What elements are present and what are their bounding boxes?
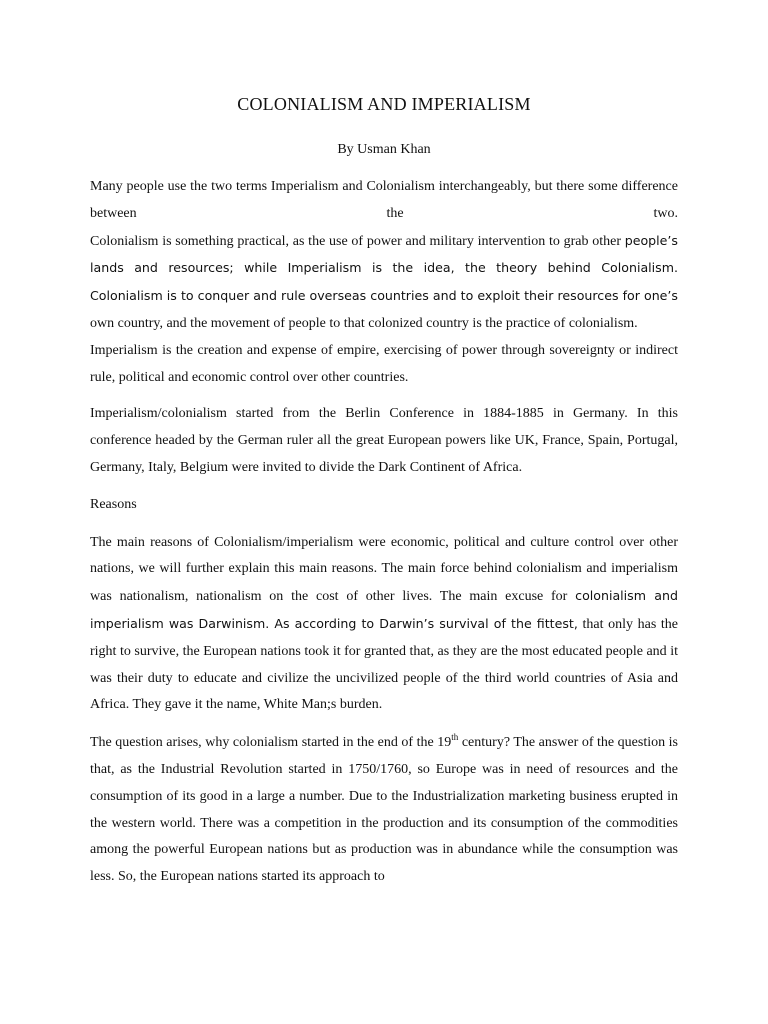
paragraph-text: Colonialism is something practical, as the use of power and military intervention to grab other — [90, 233, 625, 249]
document-body — [90, 174, 678, 891]
paragraph-intro-imperialism: Imperialism is the creation and expense of empire, exercising of power through sovereignty or indirect rule, political and economic control over other countries. — [90, 342, 678, 385]
paragraph-text: own country, and the movement of people to that colonized country is the practice of colonialism. — [90, 315, 638, 331]
paragraph-text-sans: colonialism and imperialism was Darwinism. As according to Darwin’s survival of the fittest, — [90, 588, 678, 631]
superscript-th: th — [451, 732, 459, 743]
paragraph-text: that only has the right to survive, the European nations took it for granted that, as they are the most educated people and it was their duty to educate and civilize the uncivilized people of the third world countries of Asia and Africa. They gave it the name, White Man;s burden. — [90, 616, 678, 713]
paragraph-berlin-conference: Imperialism/colonialism started from the Berlin Conference in 1884-1885 in Germany. In this conference headed by the German ruler all the great European powers like UK, France, Spain, Portugal, Germany, Italy, Belgium were invited to divide the Dark Continent of Africa. — [90, 406, 678, 475]
paragraph-reasons — [90, 530, 678, 720]
paragraph-intro-line1: Many people use the two terms Imperialism and Colonialism interchangeably, but there some difference between the two. — [90, 179, 678, 221]
paragraph-text-sans: people’s lands and resources; while Imperialism is the idea, the theory behind Colonialism. Colonialism is to conquer and rule overseas countries and to exploit their resources for one’s — [90, 232, 678, 304]
paragraph-text: The main reasons of Colonialism/imperialism were economic, political and culture control over other nations, we will further explain this main reasons. The main force behind colonialism and imperialism was nationalism, nationalism on the cost of other lives. The main excuse for — [90, 534, 678, 605]
document-title: COLONIALISM AND IMPERIALISM — [237, 94, 531, 114]
paragraph-text: The question arises, why colonialism started in the end of the 19 — [90, 735, 452, 751]
document-author: By Usman Khan — [337, 142, 431, 157]
paragraph-text: century? The answer of the question is that, as the Industrial Revolution started in 1750/1760, so Europe was in need of resources and the consumption of its good in a large a number. Due to the Industrialization marketing business erupted in the western world. There was a competition in the production and its consumption of the commodities among the powerful European nations but as production was in abundance while the consumption was less. So, the European nations started its approach to — [90, 735, 678, 885]
paragraph-question — [90, 730, 678, 891]
section-heading-reasons: Reasons — [90, 496, 137, 512]
paragraph-intro-colonialism — [90, 228, 678, 338]
